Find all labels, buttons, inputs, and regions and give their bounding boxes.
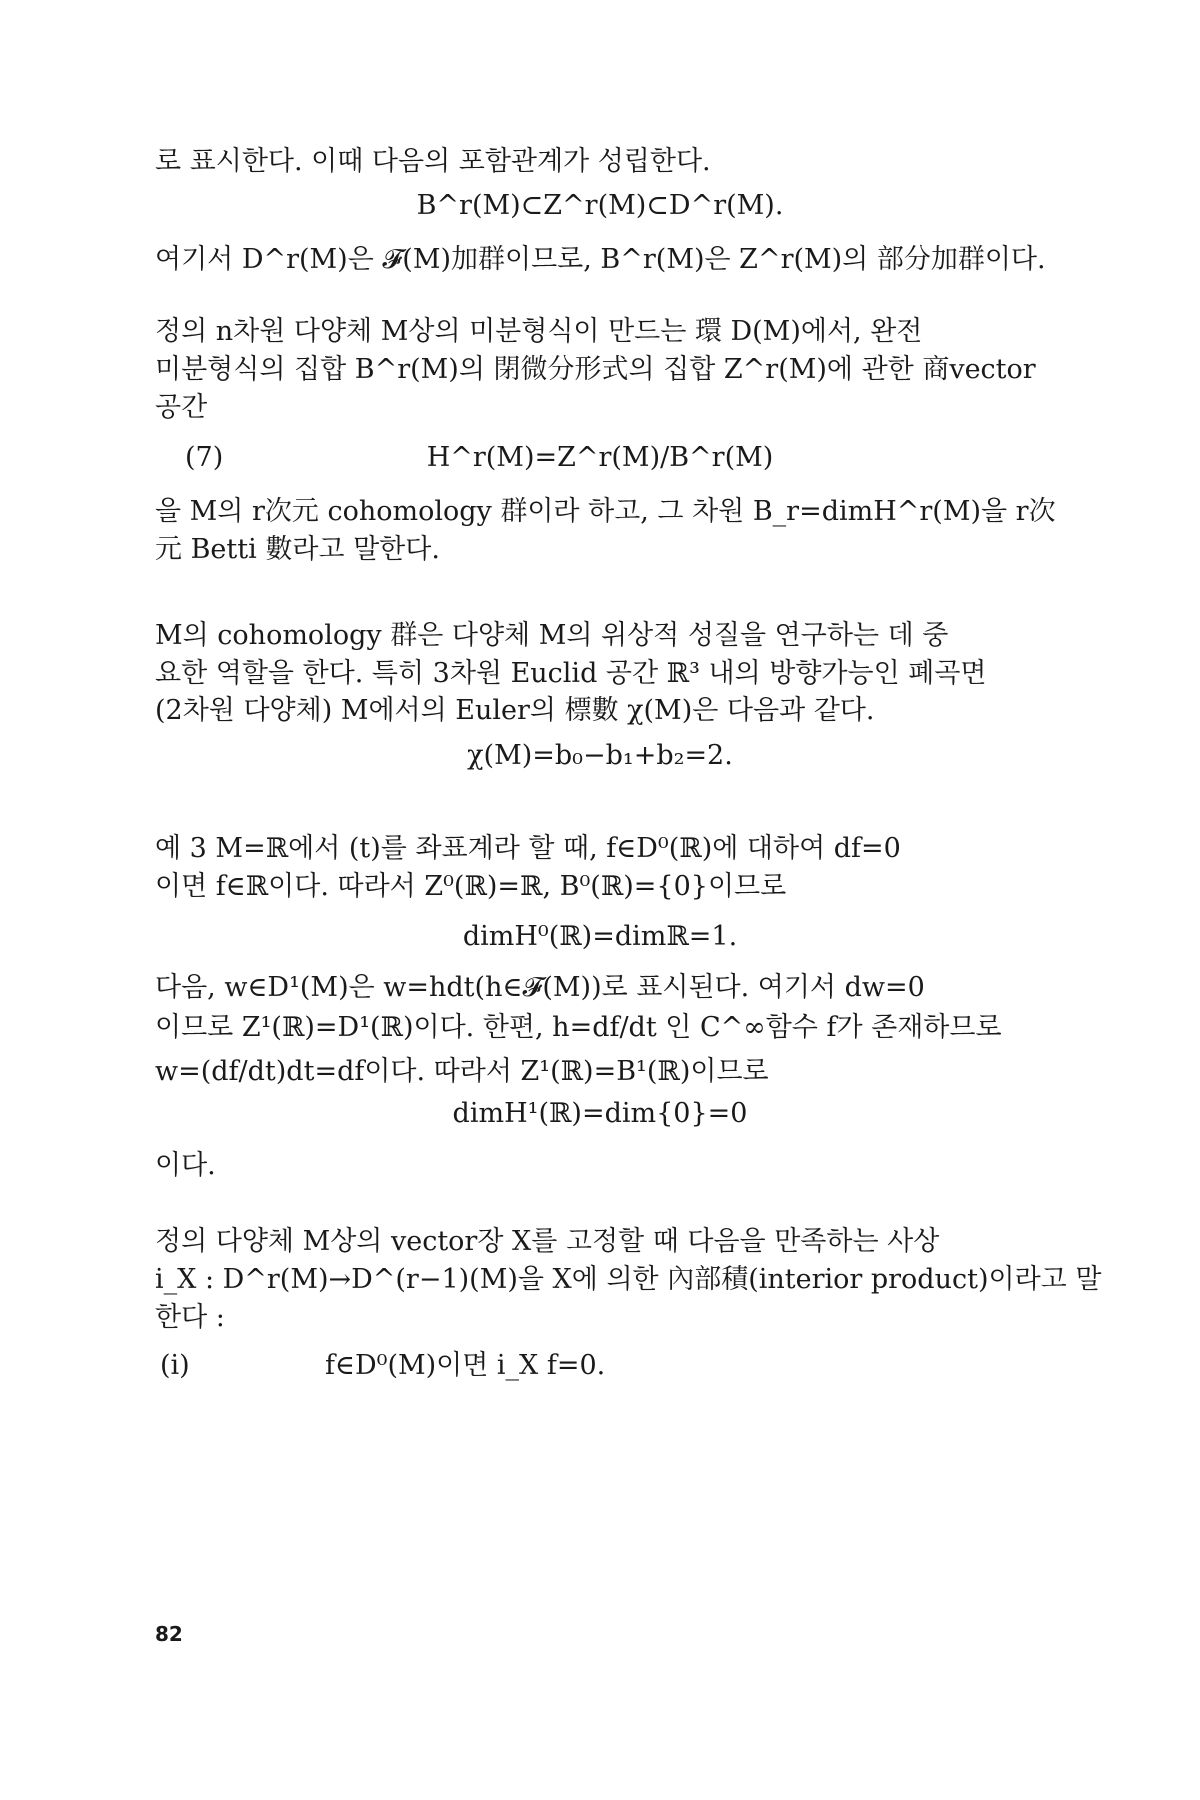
display-equation: B^r(M)⊂Z^r(M)⊂D^r(M). [416,190,784,221]
text-line: 한다 : [155,1302,225,1333]
equation-number: (7) [185,442,224,473]
display-equation: H^r(M)=Z^r(M)/B^r(M) [426,442,774,473]
text-line: M의 cohomology 群은 다양체 M의 위상적 성질을 연구하는 데 중 [155,620,949,651]
example-heading-line: 예 3 M=ℝ에서 (t)를 좌표계라 할 때, f∈D⁰(ℝ)에 대하여 df=0 [155,833,901,864]
page-number: 82 [155,1622,183,1646]
text-line: 元 Betti 數라고 말한다. [155,534,440,565]
text-line: (2차원 다양체) M에서의 Euler의 標數 χ(M)은 다음과 같다. [155,695,875,726]
definition-heading-line: 정의 n차원 다양체 M상의 미분형식이 만드는 環 D(M)에서, 완전 [155,316,923,347]
text-line: i_X : D^r(M)→D^(r−1)(M)을 X에 의한 內部積(interior product)이라고 말 [155,1264,1102,1295]
item-label: (i) [160,1350,190,1381]
text-line: 로 표시한다. 이때 다음의 포함관계가 성립한다. [155,146,711,177]
text-line: 공간 [155,392,208,423]
display-equation: dimH¹(ℝ)=dim{0}=0 [452,1098,748,1129]
text-line: 을 M의 r次元 cohomology 群이라 하고, 그 차원 B_r=dimH^r(M)을 r次 [155,496,1056,527]
item-text: f∈D⁰(M)이면 i_X f=0. [325,1350,606,1381]
text-line: 이다. [155,1150,216,1181]
display-equation: dimH⁰(ℝ)=dimℝ=1. [462,921,738,952]
text-line: 요한 역할을 한다. 특히 3차원 Euclid 공간 ℝ³ 내의 방향가능인 폐곡면 [155,658,987,689]
definition-heading-line: 정의 다양체 M상의 vector장 X를 고정할 때 다음을 만족하는 사상 [155,1226,940,1257]
text-line: 이므로 Z¹(ℝ)=D¹(ℝ)이다. 한편, h=df/dt 인 C^∞함수 f가 존재하므로 [155,1012,1002,1043]
text-line: 이면 f∈ℝ이다. 따라서 Z⁰(ℝ)=ℝ, B⁰(ℝ)={0}이므로 [155,871,787,902]
text-line: 미분형식의 집합 B^r(M)의 閉微分形式의 집합 Z^r(M)에 관한 商vector [155,354,1036,385]
text-line: 다음, w∈D¹(M)은 w=hdt(h∈𝓕(M))로 표시된다. 여기서 dw=0 [155,972,925,1003]
text-line: 여기서 D^r(M)은 𝓕(M)加群이므로, B^r(M)은 Z^r(M)의 部分加群이다. [155,244,1046,275]
display-equation: χ(M)=b₀−b₁+b₂=2. [467,740,733,771]
text-line: w=(df/dt)dt=df이다. 따라서 Z¹(ℝ)=B¹(ℝ)이므로 [155,1056,769,1087]
